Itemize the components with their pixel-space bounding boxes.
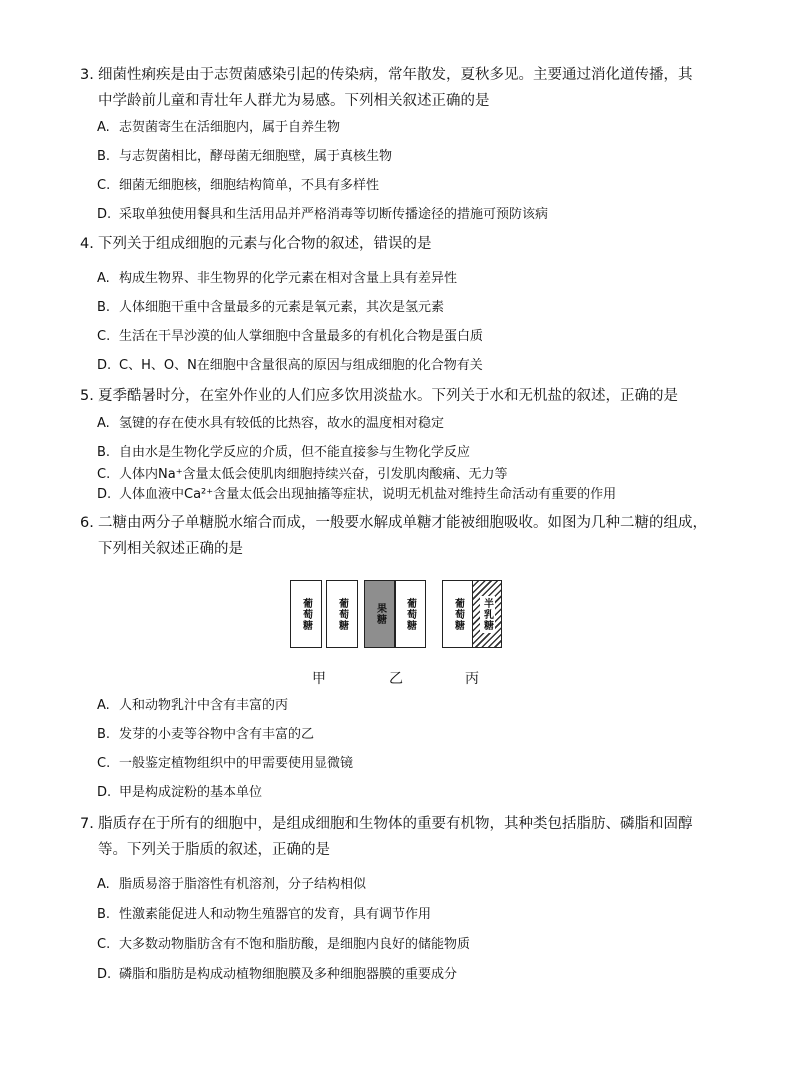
question-4-stem [80, 231, 720, 257]
figure-box-text: 葡萄糖 [452, 597, 464, 631]
figure-label-jia: 甲 [312, 671, 326, 687]
option-letter: A. [97, 877, 110, 892]
figure-box-text: 半乳糖 [481, 597, 493, 631]
option-letter: D. [97, 785, 112, 800]
figure-box-text: 葡萄糖 [404, 597, 416, 631]
option-text: 与志贺菌相比，酵母菌无细胞壁，属于真核生物 [119, 149, 393, 164]
question-6-option-c [97, 754, 353, 774]
question-6-option-d [97, 783, 262, 803]
question-5-stem-line1: 夏季酷暑时分，在室外作业的人们应多饮用淡盐水。下列关于水和无机盐的叙述，正确的是 [98, 388, 678, 404]
option-letter: B. [97, 300, 111, 315]
figure-box-yi-left [364, 580, 396, 648]
figure-box-yi-right [394, 580, 426, 648]
question-3-option-d [97, 205, 548, 225]
disaccharide-figure [290, 580, 502, 650]
figure-box-bing-right [472, 580, 502, 648]
question-7-number: 7. [80, 816, 94, 832]
question-3-stem-line1: 细菌性痢疾是由于志贺菌感染引起的传染病，常年散发，夏秋多见。主要通过消化道传播，其 [98, 67, 693, 83]
option-letter: B. [97, 727, 111, 742]
option-letter: C. [97, 467, 111, 482]
option-text: C、H、O、N在细胞中含量很高的原因与组成细胞的化合物有关 [119, 358, 483, 373]
option-letter: B. [97, 149, 111, 164]
question-7-option-d [97, 965, 457, 985]
option-letter: D. [97, 358, 112, 373]
question-3-number: 3. [80, 67, 94, 83]
question-6-stem-line2: 下列相关叙述正确的是 [98, 541, 243, 557]
option-letter: C. [97, 937, 111, 952]
question-3-stem [80, 62, 720, 114]
figure-box-jia-right [326, 580, 358, 648]
question-3-option-a [97, 118, 340, 138]
question-7-stem-line2: 等。下列关于脂质的叙述，正确的是 [98, 842, 330, 858]
question-6-stem [80, 510, 720, 562]
question-5-option-a [97, 414, 444, 434]
question-6-stem-line1: 二糖由两分子单糖脱水缩合而成，一般要水解成单糖才能被细胞吸收。如图为几种二糖的组成， [98, 515, 707, 531]
option-text: 氢键的存在使水具有较低的比热容，故水的温度相对稳定 [119, 416, 445, 431]
question-7-option-c [97, 935, 470, 955]
question-4-number: 4. [80, 236, 94, 252]
question-5-stem [80, 383, 720, 409]
question-6-option-b [97, 725, 314, 745]
option-letter: D. [97, 207, 112, 222]
question-4-option-b [97, 298, 444, 318]
option-letter: A. [97, 271, 110, 286]
option-letter: D. [97, 487, 112, 502]
question-4-option-d [97, 356, 483, 376]
option-letter: A. [97, 698, 110, 713]
figure-box-jia-left [290, 580, 322, 648]
option-text: 构成生物界、非生物界的化学元素在相对含量上具有差异性 [119, 271, 458, 286]
option-text: 细菌无细胞核，细胞结构简单，不具有多样性 [119, 178, 380, 193]
question-3-option-b [97, 147, 392, 167]
question-4-option-a [97, 269, 457, 289]
option-text: 自由水是生物化学反应的介质，但不能直接参与生物化学反应 [119, 445, 471, 460]
option-text: 志贺菌寄生在活细胞内，属于自养生物 [119, 120, 341, 135]
option-letter: A. [97, 120, 110, 135]
question-7-stem-line1: 脂质存在于所有的细胞中，是组成细胞和生物体的重要有机物，其种类包括脂肪、磷脂和固醇 [98, 816, 693, 832]
figure-box-text: 葡萄糖 [300, 597, 312, 631]
option-letter: C. [97, 756, 111, 771]
option-text: 生活在干旱沙漠的仙人掌细胞中含量最多的有机化合物是蛋白质 [119, 329, 484, 344]
question-4-option-c [97, 327, 483, 347]
option-text: 一般鉴定植物组织中的甲需要使用显微镜 [119, 756, 354, 771]
question-3-option-c [97, 176, 379, 196]
option-text: 人体血液中Ca²⁺含量太低会出现抽搐等症状，说明无机盐对维持生命活动有重要的作用 [119, 487, 617, 502]
figure-box-text: 果糖 [374, 603, 386, 625]
option-text: 甲是构成淀粉的基本单位 [119, 785, 263, 800]
option-letter: C. [97, 178, 111, 193]
option-letter: C. [97, 329, 111, 344]
option-text: 人体细胞干重中含量最多的元素是氧元素，其次是氢元素 [119, 300, 445, 315]
option-text: 磷脂和脂肪是构成动植物细胞膜及多种细胞器膜的重要成分 [119, 967, 458, 982]
question-3-stem-line2: 中学龄前儿童和青壮年人群尤为易感。下列相关叙述正确的是 [98, 93, 490, 109]
question-7-option-b [97, 905, 431, 925]
option-letter: B. [97, 445, 111, 460]
option-text: 脂质易溶于脂溶性有机溶剂，分子结构相似 [119, 877, 367, 892]
question-6-option-a [97, 696, 288, 716]
question-5-option-d [97, 485, 616, 505]
option-text: 发芽的小麦等谷物中含有丰富的乙 [119, 727, 315, 742]
figure-box-text: 葡萄糖 [336, 597, 348, 631]
option-text: 大多数动物脂肪含有不饱和脂肪酸，是细胞内良好的储能物质 [119, 937, 471, 952]
question-5-option-c [97, 465, 508, 485]
figure-label-bing: 丙 [465, 671, 479, 687]
question-5-option-b [97, 443, 470, 463]
option-text: 采取单独使用餐具和生活用品并严格消毒等切断传播途径的措施可预防该病 [119, 207, 549, 222]
option-text: 性激素能促进人和动物生殖器官的发育，具有调节作用 [119, 907, 432, 922]
option-letter: D. [97, 967, 112, 982]
option-letter: A. [97, 416, 110, 431]
option-text: 人和动物乳汁中含有丰富的丙 [119, 698, 289, 713]
question-7-option-a [97, 875, 366, 895]
question-6-number: 6. [80, 515, 94, 531]
question-4-stem-line1: 下列关于组成细胞的元素与化合物的叙述，错误的是 [98, 236, 432, 252]
figure-label-yi: 乙 [389, 671, 403, 687]
option-letter: B. [97, 907, 111, 922]
question-5-number: 5. [80, 388, 94, 404]
option-text: 人体内Na⁺含量太低会使肌肉细胞持续兴奋，引发肌肉酸痛、无力等 [119, 467, 508, 482]
figure-box-bing-left [442, 580, 474, 648]
question-7-stem [80, 811, 720, 863]
